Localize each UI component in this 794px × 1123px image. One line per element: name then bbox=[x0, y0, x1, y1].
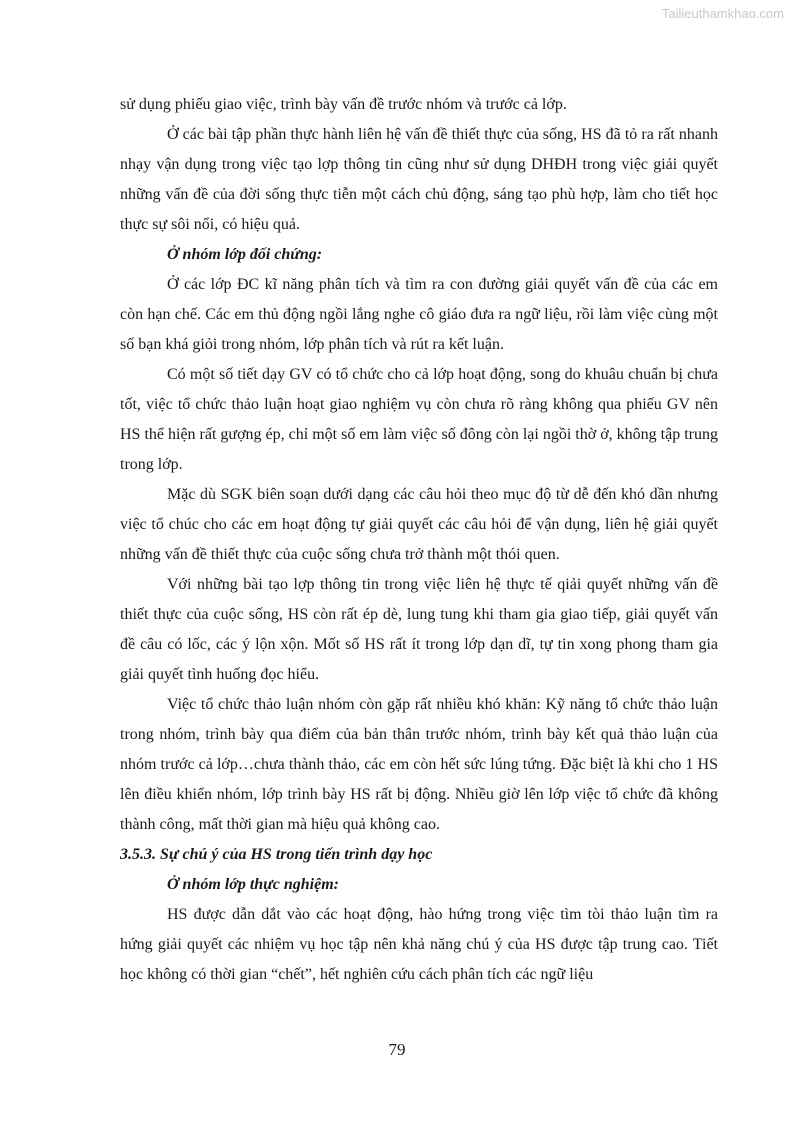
heading-experimental-group: Ở nhóm lớp thực nghiệm: bbox=[167, 876, 339, 893]
section-heading-3-5-3: 3.5.3. Sự chú ý của HS trong tiến trình dạy học bbox=[120, 846, 433, 863]
paragraph-6: Với những bài tạo lợp thông tin trong việc liên hệ thực tế qiải quyết những vấn đề thiết thực của cuộc sống, HS còn rất ép dè, lung tung khi tham gia giao tiếp, giải quyết vấn đề câu có lốc, các ý lộn xộn. Mốt số HS rất ít trong lớp dạn dĩ, tự tin xong phong tham gia giải quyết tình huống đọc hiểu. bbox=[120, 576, 718, 683]
paragraph-2: Ở các bài tập phần thực hành liên hệ vấn đề thiết thực của sống, HS đã tỏ ra rất nhanh nhạy vận dụng trong việc tạo lợp thông tin cũng như sử dụng DHĐH trong việc giải quyết những vấn đề của đời sống thực tiễn một cách chủ động, sáng tạo phù hợp, làm cho tiết học thực sự sôi nổi, có hiệu quả. bbox=[120, 126, 718, 233]
paragraph-5: Mặc dù SGK biên soạn dưới dạng các câu hỏi theo mục độ từ dễ đến khó dần nhưng việc tổ chúc cho các em hoạt động tự giải quyết các câu hỏi để vận dụng, liên hệ giải quyết những vấn đề thiết thực của cuộc sống chưa trở thành một thói quen. bbox=[120, 486, 718, 563]
paragraph-7: Việc tổ chức thảo luận nhóm còn gặp rất nhiều khó khăn: Kỹ năng tổ chức thảo luận trong nhóm, trình bày qua điểm của bản thân trước nhóm, trình bày kết quả thảo luận của nhóm trước cả lớp…chưa thành thảo, các em còn hết sức lúng tứng. Đặc biệt là khi cho 1 HS lên điều khiển nhóm, lớp trình bày HS rất bị động. Nhiều giờ lên lớp việc tổ chức đã không thành công, mất thời gian mà hiệu quả không cao. bbox=[120, 696, 718, 833]
paragraph-4: Có một số tiết dạy GV có tổ chức cho cả lớp hoạt động, song do khuâu chuẩn bị chưa tốt, việc tổ chức thảo luận hoạt giao nghiệm vụ còn chưa rõ ràng không qua phiếu GV nên HS thể hiện rất gượng ép, chỉ một số em làm việc số đông còn lại ngồi thờ ở, không tập trung trong lớp. bbox=[120, 366, 718, 473]
watermark: Tailieuthamkhao.com bbox=[661, 6, 784, 21]
paragraph-8: HS được dẫn dắt vào các hoạt động, hào hứng trong việc tìm tòi thảo luận tìm ra hứng giải quyết các nhiệm vụ học tập nên khả năng chú ý của HS được tập trung cao. Tiết học không có thời gian “chết”, hết nghiên cứu cách phân tích các ngữ liệu bbox=[120, 906, 718, 983]
document-body bbox=[120, 90, 718, 990]
page-number: 79 bbox=[388, 1040, 406, 1059]
paragraph-3: Ở các lớp ĐC kĩ năng phân tích và tìm ra con đường giải quyết vấn đề của các em còn hạn chế. Các em thủ động ngồi lắng nghe cô giáo đưa ra ngữ liệu, rồi làm việc cùng một số bạn khá giỏi trong nhóm, lớp phân tích và rút ra kết luận. bbox=[120, 276, 718, 353]
heading-control-group: Ở nhóm lớp đối chứng: bbox=[167, 246, 323, 263]
paragraph-1: sử dụng phiếu giao việc, trình bày vấn đề trước nhóm và trước cả lớp. bbox=[120, 96, 567, 113]
